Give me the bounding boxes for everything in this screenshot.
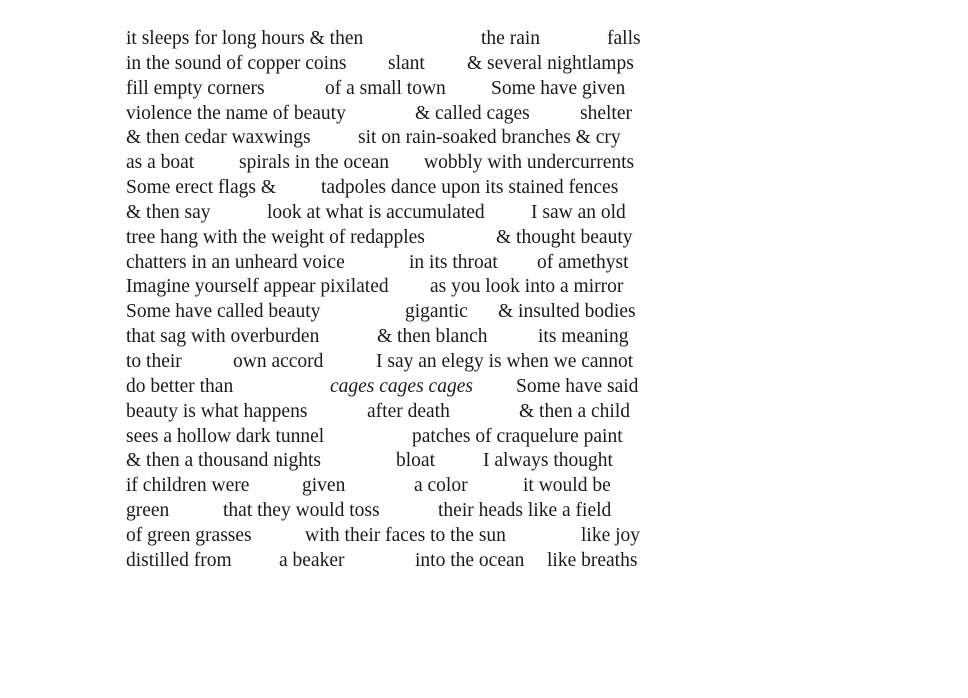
poem-fragment: of amethyst: [537, 251, 629, 273]
poem-fragment: falls: [607, 28, 641, 49]
poem-line: [126, 425, 656, 450]
poem-fragment: & then a thousand nights: [126, 450, 321, 472]
poem-fragment: & then say: [126, 201, 211, 223]
poem-fragment: own accord: [233, 350, 324, 372]
poem-fragment: distilled from: [126, 549, 232, 571]
poem-fragment: chatters in an unheard voice: [126, 251, 345, 273]
poem-fragment: & several nightlamps: [467, 52, 634, 74]
poem-fragment: tadpoles dance upon its stained fences: [321, 177, 619, 199]
poem-line: [126, 201, 656, 226]
poem-line: [126, 350, 656, 375]
poem-fragment: if children were: [126, 475, 250, 497]
poem-fragment: Some have given: [491, 77, 626, 99]
poem-line: [126, 549, 656, 574]
poem-line: [126, 151, 656, 176]
poem-line: [126, 474, 656, 499]
poem-fragment: it would be: [523, 475, 611, 497]
poem-line: [126, 176, 656, 201]
poem-line: [126, 27, 656, 52]
poem: [126, 27, 656, 574]
poem-fragment: I always thought: [483, 450, 613, 472]
poem-fragment: of a small town: [325, 77, 446, 99]
poem-fragment: look at what is accumulated: [267, 201, 485, 223]
poem-fragment: Some have said: [516, 375, 639, 397]
poem-fragment: Some erect flags &: [126, 177, 276, 199]
poem-fragment: that they would toss: [223, 500, 380, 522]
poem-fragment: sit on rain-soaked branches & cry: [358, 127, 621, 149]
poem-fragment: its meaning: [538, 326, 629, 348]
poem-fragment: sees a hollow dark tunnel: [126, 425, 325, 447]
poem-fragment: in the sound of copper coins: [126, 52, 347, 74]
poem-line: [126, 77, 656, 102]
poem-fragment: & insulted bodies: [498, 301, 636, 323]
poem-fragment: a beaker: [279, 549, 345, 571]
poem-fragment: given: [302, 475, 346, 497]
poem-fragment: I saw an old: [531, 201, 626, 223]
poem-fragment: beauty is what happens: [126, 400, 308, 422]
poem-fragment: with their faces to the sun: [305, 524, 506, 546]
poem-fragment: as a boat: [126, 152, 195, 174]
poem-line: [126, 126, 656, 151]
poem-fragment: slant: [388, 52, 425, 74]
poem-line: [126, 449, 656, 474]
poem-line: [126, 524, 656, 549]
poem-fragment-italic: cages cages cages: [330, 375, 473, 397]
poem-fragment: a color: [414, 475, 468, 497]
poem-line: [126, 300, 656, 325]
poem-fragment: gigantic: [405, 301, 468, 323]
poem-fragment: bloat: [396, 450, 435, 472]
poem-fragment: it sleeps for long hours & then: [126, 28, 364, 49]
poem-fragment: patches of craquelure paint: [412, 425, 623, 447]
poem-fragment: like breaths: [547, 549, 638, 571]
poem-fragment: like joy: [581, 524, 641, 546]
poem-fragment: shelter: [580, 102, 632, 124]
poem-fragment: their heads like a field: [438, 500, 612, 522]
poem-fragment: of green grasses: [126, 524, 252, 546]
poem-fragment: & called cages: [415, 102, 530, 124]
poem-line: [126, 375, 656, 400]
poem-line: [126, 275, 656, 300]
poem-fragment: fill empty corners: [126, 77, 265, 99]
poem-fragment: wobbly with undercurrents: [424, 152, 635, 174]
poem-line: [126, 226, 656, 251]
poem-fragment: the rain: [481, 28, 541, 49]
poem-fragment: into the ocean: [415, 549, 525, 571]
poem-line: [126, 400, 656, 425]
poem-line: [126, 102, 656, 127]
poem-fragment: & thought beauty: [496, 226, 633, 248]
poem-fragment: & then blanch: [377, 326, 488, 348]
poem-fragment: after death: [367, 400, 450, 422]
poem-fragment: in its throat: [409, 251, 498, 273]
poem-fragment: that sag with overburden: [126, 326, 320, 348]
poem-line: [126, 251, 656, 276]
poem-fragment: violence the name of beauty: [126, 102, 346, 124]
poem-line: [126, 499, 656, 524]
poem-fragment: Some have called beauty: [126, 301, 321, 323]
poem-fragment: to their: [126, 350, 182, 372]
poem-fragment: & then a child: [519, 400, 631, 422]
poem-fragment: tree hang with the weight of redapples: [126, 226, 425, 248]
poem-line: [126, 52, 656, 77]
poem-line: [126, 325, 656, 350]
poem-fragment: spirals in the ocean: [239, 152, 389, 174]
poem-fragment: & then cedar waxwings: [126, 127, 311, 149]
poem-fragment: as you look into a mirror: [430, 276, 624, 298]
poem-fragment: green: [126, 500, 170, 522]
poem-fragment: Imagine yourself appear pixilated: [126, 276, 389, 298]
poem-fragment: do better than: [126, 375, 234, 397]
poem-fragment: I say an elegy is when we cannot: [376, 350, 634, 372]
